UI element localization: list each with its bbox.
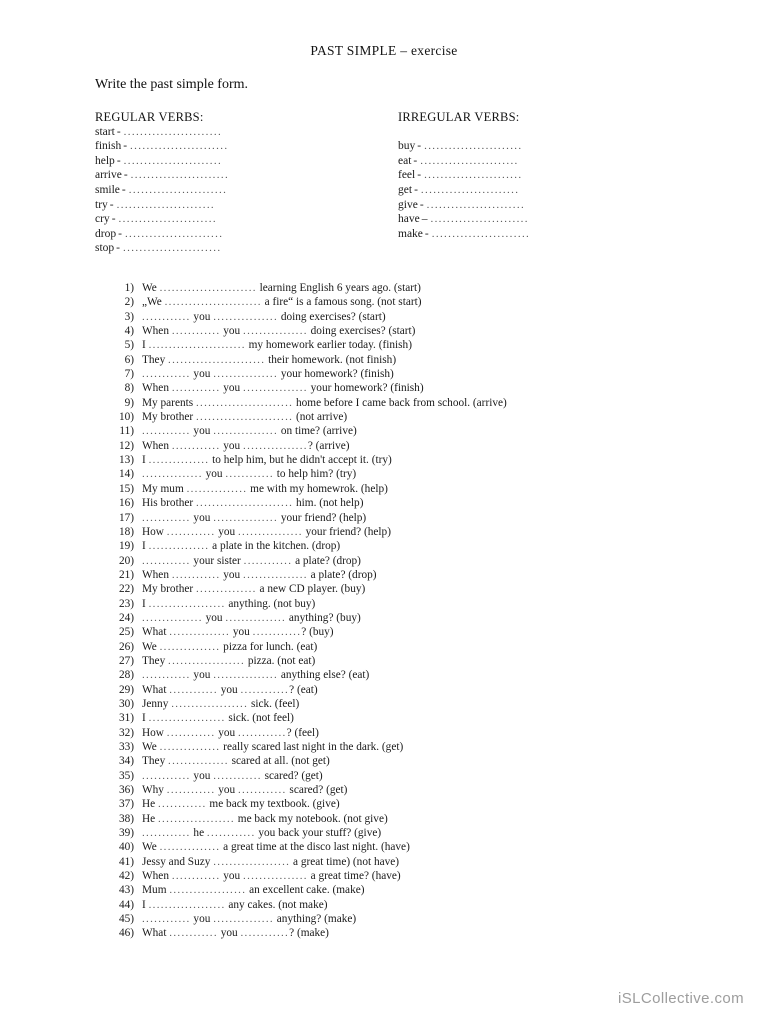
answer-blank[interactable]: ............ [240, 683, 290, 696]
exercise-item-number: 38) [118, 812, 134, 825]
exercise-item [108, 812, 728, 826]
answer-blank[interactable]: ........................ [128, 183, 228, 196]
exercise-item [108, 554, 728, 568]
exercise-item-number: 16) [118, 497, 134, 510]
answer-blank[interactable]: ................ [213, 425, 279, 438]
exercise-item-text[interactable]: ............... you ............ to help him? (try) [142, 468, 357, 481]
answer-blank[interactable]: ............ [142, 368, 191, 381]
answer-blank[interactable]: ........................ [424, 169, 523, 182]
verb-dash: - [118, 227, 122, 240]
exercise-item [108, 926, 728, 940]
verb-word: eat [398, 154, 412, 167]
exercise-item-number: 5) [124, 339, 134, 352]
verb-entry [398, 168, 530, 183]
verb-word: cry [95, 213, 110, 226]
verb-word: drop [95, 227, 117, 240]
answer-blank[interactable]: ............ [171, 439, 221, 452]
exercise-item [108, 539, 728, 553]
answer-blank[interactable]: ............ [142, 425, 191, 438]
exercise-item-text[interactable]: What ............... you ............? (buy) [142, 626, 334, 639]
exercise-item-text[interactable]: When ............ you ................ your homework? (finish) [142, 382, 424, 395]
exercise-item-number: 43) [118, 884, 134, 897]
verb-entry [95, 139, 229, 154]
answer-blank[interactable]: ........................ [431, 227, 531, 240]
regular-verbs-heading: REGULAR VERBS: [95, 110, 204, 124]
regular-verbs-items [95, 125, 229, 256]
verb-dash: - [116, 154, 121, 167]
answer-blank[interactable]: ................... [148, 898, 226, 911]
exercise-item-text[interactable]: ............ you ................ your friend? (help) [142, 511, 367, 524]
answer-blank[interactable]: ................... [213, 855, 291, 868]
exercise-item-text[interactable]: ............ you ............... anything? (make) [142, 913, 357, 926]
exercise-item-number: 21) [118, 568, 134, 581]
exercise-item-number: 39) [118, 827, 134, 840]
exercise-item-number: 2) [124, 296, 134, 309]
exercise-item-text[interactable]: I ............... a plate in the kitchen. (drop) [142, 540, 341, 553]
exercise-item-number: 32) [118, 726, 134, 739]
answer-blank[interactable]: ........................ [195, 396, 294, 409]
verb-dash: - [417, 169, 422, 182]
exercise-item-text[interactable]: „We ........................ a fire“ is a famous song. (not start) [142, 296, 422, 309]
answer-blank[interactable]: ............ [142, 827, 191, 840]
verb-word: stop [95, 242, 115, 255]
verb-entry [398, 139, 530, 154]
exercise-item-number: 24) [118, 611, 134, 624]
exercise-item [108, 525, 728, 539]
exercise-item [108, 683, 728, 697]
exercise-item [108, 826, 728, 840]
answer-blank[interactable]: ............ [166, 784, 216, 797]
verb-entry [95, 212, 229, 227]
exercise-item-number: 31) [118, 712, 134, 725]
exercise-item-text[interactable]: We ............... pizza for lunch. (eat) [142, 640, 318, 653]
exercise-item [108, 912, 728, 926]
exercise-item [108, 625, 728, 639]
verb-entry [398, 212, 530, 227]
exercise-item-number: 46) [118, 927, 134, 940]
exercise-item-text[interactable]: They ............... scared at all. (not get) [142, 755, 330, 768]
site-watermark: iSLCollective.com [617, 990, 744, 1007]
exercise-item [108, 711, 728, 725]
answer-blank[interactable]: ................... [148, 712, 226, 725]
answer-blank[interactable]: ............ [225, 468, 274, 481]
answer-blank[interactable]: ............ [142, 554, 191, 567]
verb-entry [95, 168, 229, 183]
answer-blank[interactable]: ........................ [424, 140, 523, 153]
exercise-item-number: 7) [124, 368, 134, 381]
exercise-item [108, 496, 728, 510]
exercise-item [108, 668, 728, 682]
exercise-item-text[interactable]: ............ he ............ you back your stuff? (give) [142, 827, 382, 840]
answer-blank[interactable]: ............... [159, 741, 221, 753]
answer-blank[interactable]: ........................ [118, 213, 217, 226]
answer-blank[interactable]: ................ [243, 382, 308, 395]
exercise-item [108, 568, 728, 582]
exercise-item-number: 26) [118, 640, 134, 653]
answer-blank[interactable]: ................ [213, 368, 279, 381]
exercise-item [108, 840, 728, 854]
exercise-item [108, 467, 728, 481]
exercise-item-text[interactable]: What ............ you ............? (eat) [142, 683, 318, 696]
answer-blank[interactable]: ................ [243, 325, 308, 338]
verb-dash: - [116, 242, 121, 255]
exercise-item-text[interactable]: I ................... any cakes. (not make) [142, 898, 328, 911]
exercise-item-number: 22) [118, 583, 134, 596]
verb-dash: - [123, 169, 128, 182]
exercise-item-number: 42) [118, 870, 134, 883]
exercise-item-number: 11) [119, 425, 134, 438]
answer-blank[interactable]: ............ [252, 626, 302, 639]
exercise-item-text[interactable]: Jessy and Suzy ................... a great time) (not have) [142, 855, 400, 868]
exercise-item [108, 324, 728, 338]
exercise-item-text[interactable]: I ........................ my homework earlier today. (finish) [142, 339, 412, 352]
irregular-verbs-heading: IRREGULAR VERBS: [398, 110, 520, 124]
answer-blank[interactable]: ............ [142, 913, 191, 926]
verb-word: arrive [95, 169, 122, 182]
exercise-item-text[interactable]: His brother ........................ him. (not help) [142, 497, 364, 510]
exercise-item-text[interactable]: When ............ you ................? (arrive) [142, 439, 350, 452]
exercise-item-text[interactable]: They ................... pizza. (not eat) [142, 654, 316, 667]
exercise-item [108, 869, 728, 883]
exercise-item [108, 482, 728, 496]
answer-blank[interactable]: ............ [142, 769, 191, 782]
verb-entry [398, 227, 530, 242]
answer-blank[interactable]: ........................ [420, 183, 520, 196]
answer-blank[interactable]: ................... [171, 697, 249, 710]
verb-entry [95, 154, 229, 169]
verb-word: give [398, 198, 418, 211]
answer-blank[interactable]: ............ [213, 769, 262, 782]
answer-blank[interactable]: ............ [142, 669, 191, 682]
exercise-item-number: 13) [118, 454, 134, 467]
exercise-item [108, 697, 728, 711]
exercise-item-text[interactable]: What ............ you ............? (make) [142, 927, 329, 940]
exercise-item-number: 4) [124, 325, 134, 338]
exercise-item-text[interactable]: My parents ........................ home before I came back from school. (arrive) [142, 396, 507, 409]
exercise-item-number: 40) [118, 841, 134, 854]
exercise-item [108, 410, 728, 424]
answer-blank[interactable]: ................ [213, 310, 279, 323]
exercise-item [108, 783, 728, 797]
verb-dash: - [121, 183, 126, 196]
answer-blank[interactable]: ............ [142, 511, 191, 524]
exercise-item-text[interactable]: Jenny ................... sick. (feel) [142, 697, 300, 710]
verb-dash: - [414, 183, 418, 196]
answer-blank[interactable]: ................... [148, 597, 226, 610]
answer-blank[interactable]: ........................ [130, 140, 229, 153]
exercise-item-number: 30) [118, 697, 134, 710]
verb-dash: - [116, 125, 121, 138]
verb-word: try [95, 198, 108, 211]
answer-blank[interactable]: ........................ [124, 227, 224, 240]
regular-verbs-column [95, 110, 229, 256]
instruction-text: Write the past simple form. [95, 77, 249, 92]
verb-dash: – [421, 213, 428, 226]
answer-blank[interactable]: ............... [225, 611, 287, 624]
exercise-item-text[interactable]: Why ............ you ............ scared? (get) [142, 784, 348, 797]
verb-entry [95, 183, 229, 198]
answer-blank[interactable]: ................ [243, 870, 308, 883]
answer-blank[interactable]: ........................ [116, 198, 216, 211]
answer-blank[interactable]: ........................ [148, 339, 246, 352]
exercise-item-number: 34) [118, 755, 134, 768]
answer-blank[interactable]: ............ [171, 382, 221, 395]
exercise-item-number: 45) [118, 913, 134, 926]
verb-entry [398, 198, 530, 213]
answer-blank[interactable]: ........................ [159, 282, 257, 294]
exercise-item [108, 453, 728, 467]
answer-blank[interactable]: ............ [171, 870, 221, 883]
exercise-item [108, 597, 728, 611]
answer-blank[interactable]: ............... [159, 841, 221, 854]
answer-blank[interactable]: ............ [206, 827, 256, 840]
verb-word: have [398, 213, 420, 226]
exercise-item-text[interactable]: We ............... a great time at the disco last night. (have) [142, 841, 410, 854]
answer-blank[interactable]: ............ [158, 798, 207, 811]
answer-blank[interactable]: ................ [238, 525, 303, 538]
exercise-item [108, 769, 728, 783]
answer-blank[interactable]: ............... [168, 755, 229, 768]
answer-blank[interactable]: ............ [142, 310, 191, 323]
answer-blank[interactable]: ................ [213, 511, 279, 524]
verb-dash: - [417, 140, 422, 153]
exercise-item [108, 338, 728, 352]
exercise-item-text[interactable]: ............ you ................ on time? (arrive) [142, 425, 357, 438]
exercise-item [108, 582, 728, 596]
exercise-item [108, 310, 728, 324]
exercise-item-text[interactable]: ............ you ................ anything else? (eat) [142, 669, 370, 682]
exercise-item-text[interactable]: My brother ............... a new CD player. (buy) [142, 583, 366, 596]
exercise-list [108, 281, 728, 941]
verb-word: finish [95, 140, 122, 153]
exercise-item-text[interactable]: My brother ........................ (not arrive) [142, 411, 348, 424]
exercise-item-text[interactable]: I ............... to help him, but he didn't accept it. (try) [142, 454, 392, 467]
answer-blank[interactable]: ............ [238, 726, 287, 739]
answer-blank[interactable]: ............... [142, 611, 203, 624]
exercise-item [108, 898, 728, 912]
verb-dash: - [109, 198, 114, 211]
exercise-item-text[interactable]: My mum ............... me with my homewrok. (help) [142, 482, 388, 495]
answer-blank[interactable]: ............ [166, 726, 216, 739]
exercise-item-text[interactable]: When ............ you ................ a great time? (have) [142, 870, 401, 883]
exercise-item [108, 654, 728, 668]
answer-blank[interactable]: ............... [195, 583, 257, 596]
verb-entry [398, 154, 530, 169]
exercise-item-text[interactable]: Mum ................... an excellent cake. (make) [142, 884, 365, 897]
irregular-verbs-items [398, 139, 530, 241]
verb-word: start [95, 125, 115, 138]
exercise-item [108, 611, 728, 625]
answer-blank[interactable]: ................ [243, 568, 308, 581]
exercise-item-number: 23) [118, 597, 134, 610]
answer-blank[interactable]: ............ [171, 568, 221, 581]
answer-blank[interactable]: ............... [159, 640, 221, 653]
answer-blank[interactable]: ........................ [168, 353, 266, 366]
exercise-item [108, 367, 728, 381]
exercise-item-number: 28) [118, 669, 134, 682]
answer-blank[interactable]: ................ [243, 439, 308, 452]
verb-entry [95, 125, 229, 140]
exercise-item [108, 439, 728, 453]
answer-blank[interactable]: ................... [158, 812, 235, 825]
exercise-item-number: 8) [124, 382, 134, 395]
exercise-item-text[interactable]: When ............ you ................ a plate? (drop) [142, 568, 377, 581]
exercise-item [108, 353, 728, 367]
exercise-item-number: 36) [118, 784, 134, 797]
answer-blank[interactable]: ................... [169, 884, 247, 897]
exercise-item-number: 27) [118, 654, 134, 667]
exercise-item-number: 33) [118, 741, 134, 753]
irregular-verbs-column [398, 110, 530, 241]
exercise-item-text[interactable]: How ............ you ............? (feel) [142, 726, 319, 739]
answer-blank[interactable]: ................... [168, 654, 245, 667]
answer-blank[interactable]: ............ [169, 927, 218, 940]
exercise-item-number: 44) [118, 898, 134, 911]
answer-blank[interactable]: ........................ [195, 411, 294, 424]
verb-dash: - [111, 213, 116, 226]
exercise-item [108, 281, 728, 295]
verb-dash: - [424, 227, 429, 240]
exercise-item [108, 295, 728, 309]
exercise-item-number: 18) [118, 525, 134, 538]
verb-entry [95, 198, 229, 213]
exercise-item-text[interactable]: I ................... anything. (not buy) [142, 597, 316, 610]
verb-entry [398, 183, 530, 198]
exercise-item-text[interactable]: We ............... really scared last night in the dark. (get) [142, 741, 404, 753]
exercise-item-number: 20) [118, 554, 134, 567]
exercise-item-number: 19) [118, 540, 134, 553]
page-title: PAST SIMPLE – exercise [310, 43, 458, 58]
exercise-item-text[interactable]: I ................... sick. (not feel) [142, 712, 294, 725]
answer-blank[interactable]: ............... [169, 626, 231, 639]
answer-blank[interactable]: ............... [186, 482, 248, 495]
exercise-item [108, 640, 728, 654]
verb-dash: - [123, 140, 128, 153]
answer-blank[interactable]: ............ [171, 325, 221, 338]
exercise-item-text[interactable]: When ............ you ................ doing exercises? (start) [142, 325, 416, 338]
verb-entry [95, 241, 229, 256]
answer-blank[interactable]: ............ [243, 554, 293, 567]
answer-blank[interactable]: ............ [169, 683, 218, 696]
answer-blank[interactable]: ........................ [123, 154, 223, 167]
exercise-item-text[interactable]: ............ your sister ............ a plate? (drop) [142, 554, 361, 567]
exercise-item [108, 381, 728, 395]
exercise-item [108, 754, 728, 768]
exercise-item-text[interactable]: ............ you ................ your homework? (finish) [142, 368, 394, 381]
answer-blank[interactable]: ............... [148, 540, 210, 553]
exercise-item [108, 797, 728, 811]
answer-blank[interactable]: ............... [148, 454, 210, 467]
exercise-item [108, 396, 728, 410]
answer-blank[interactable]: ........................ [430, 213, 529, 226]
exercise-item [108, 883, 728, 897]
exercise-item-text[interactable]: We ........................ learning English 6 years ago. (start) [142, 282, 421, 294]
exercise-item-number: 17) [118, 511, 134, 524]
exercise-item-number: 35) [118, 769, 134, 782]
exercise-item-number: 41) [118, 855, 134, 868]
verb-word: get [398, 183, 413, 196]
exercise-item-number: 1) [124, 282, 134, 294]
exercise-item-number: 37) [118, 798, 134, 811]
exercise-item-number: 25) [118, 626, 134, 639]
verb-word: smile [95, 183, 120, 196]
exercise-item [108, 511, 728, 525]
answer-blank[interactable]: ........................ [195, 497, 294, 510]
answer-blank[interactable]: ........................ [420, 154, 519, 167]
verb-word: help [95, 154, 115, 167]
verb-word: make [398, 227, 423, 240]
exercise-item-number: 15) [118, 482, 134, 495]
answer-blank[interactable]: ............... [142, 468, 203, 481]
exercise-item-number: 9) [124, 396, 134, 409]
exercise-item-text[interactable]: He ................... me back my notebook. (not give) [142, 812, 388, 825]
answer-blank[interactable]: ........................ [426, 198, 526, 211]
answer-blank[interactable]: ............ [240, 927, 290, 940]
exercise-item [108, 740, 728, 754]
verb-dash: - [413, 154, 418, 167]
answer-blank[interactable]: ........................ [130, 169, 230, 182]
column-spacer [398, 125, 530, 140]
exercise-item-text[interactable]: They ........................ their homework. (not finish) [142, 353, 397, 366]
exercise-item-number: 29) [118, 683, 134, 696]
answer-blank[interactable]: ........................ [123, 242, 222, 255]
exercise-item [108, 424, 728, 438]
exercise-item-number: 6) [124, 353, 134, 366]
exercise-item-text[interactable]: How ............ you ................ your friend? (help) [142, 525, 391, 538]
exercise-item-text[interactable]: ............ you ................ doing exercises? (start) [142, 310, 386, 323]
exercise-item [108, 855, 728, 869]
verb-word: buy [398, 140, 416, 153]
answer-blank[interactable]: ............ [166, 525, 216, 538]
exercise-item-text[interactable]: ............... you ............... anything? (buy) [142, 611, 361, 624]
exercise-item [108, 726, 728, 740]
answer-blank[interactable]: ........................ [123, 125, 223, 138]
exercise-item-text[interactable]: ............ you ............ scared? (get) [142, 769, 323, 782]
exercise-item-number: 12) [118, 439, 134, 452]
exercise-item-number: 14) [118, 468, 134, 481]
verb-entry [95, 227, 229, 242]
answer-blank[interactable]: ............ [238, 784, 287, 797]
exercise-item-number: 3) [124, 310, 134, 323]
verb-word: feel [398, 169, 416, 182]
answer-blank[interactable]: ................ [213, 669, 279, 682]
verb-dash: - [419, 198, 424, 211]
exercise-item-number: 10) [118, 411, 134, 424]
exercise-item-text[interactable]: He ............ me back my textbook. (give) [142, 798, 340, 811]
answer-blank[interactable]: ............... [213, 913, 274, 926]
answer-blank[interactable]: ........................ [164, 296, 262, 309]
